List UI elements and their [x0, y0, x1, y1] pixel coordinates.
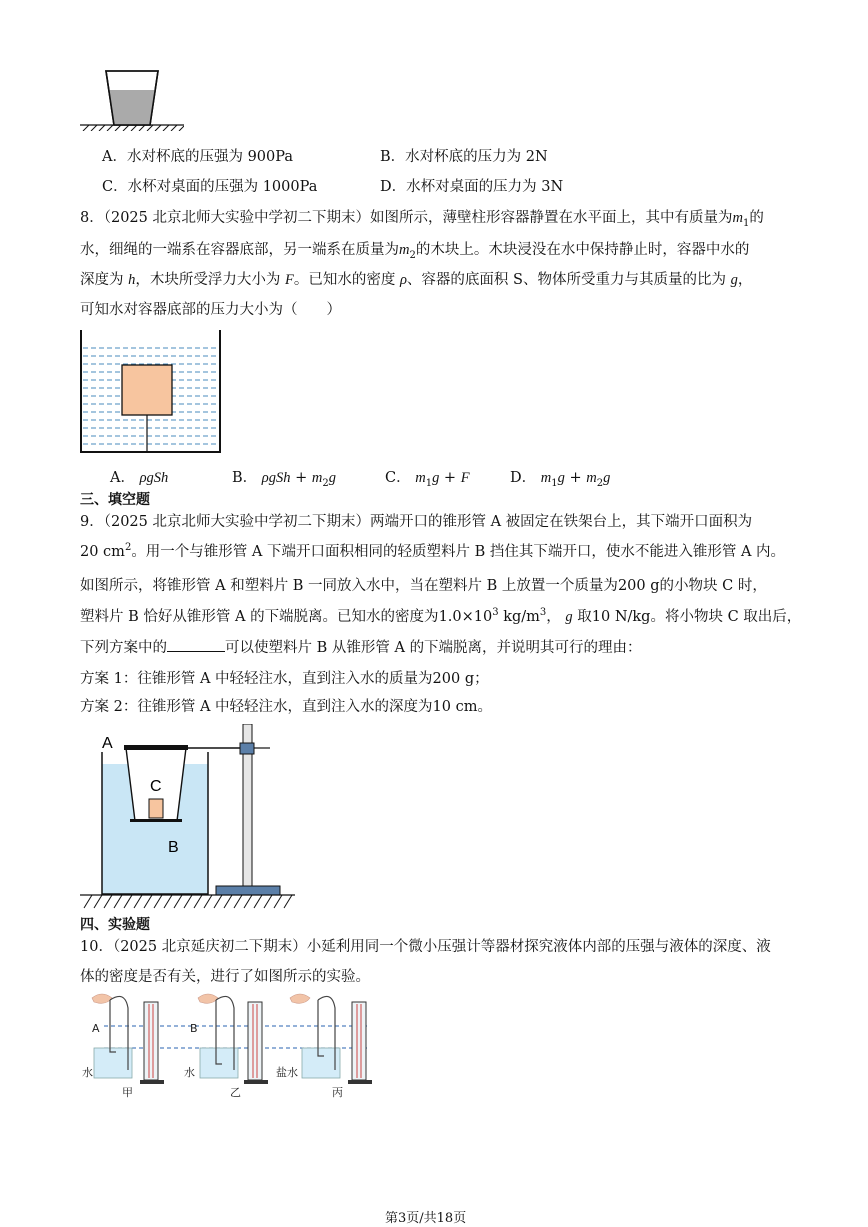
- q8-line2: 水，细绳的一端系在容器底部，另一端系在质量为$m_2$的木块上。木块浸没在水中保持静止时，容器中水的: [80, 242, 750, 261]
- q9-line5: 下列方案中的 可以使塑料片 B 从锥形管 A 的下端脱离，并说明其可行的理由：: [80, 640, 642, 656]
- pressure-gauge-experiment-figure: [80, 990, 380, 1100]
- caption-bing: 丙: [332, 1086, 343, 1099]
- answer-blank[interactable]: [167, 639, 225, 652]
- label-a: A: [92, 1022, 100, 1035]
- q10-line1: 10．（2025 北京延庆初二下期末）小延利用同一个微小压强计等器材探究液体内部的压强与液体的深度、液: [80, 939, 771, 955]
- q7-option-a: A．水对杯底的压强为 900Pa: [102, 149, 294, 165]
- q8-option-d: D． $m_1g + m_2g$: [510, 470, 611, 489]
- setup-jia: [92, 994, 164, 1084]
- caption-jia: 甲: [122, 1086, 133, 1099]
- label-water-2: 水: [184, 1066, 195, 1079]
- q8-line3: 深度为 h，木块所受浮力大小为 F。已知水的密度 ρ、容器的底面积 S、物体所受重力与其质量的比为 g，: [80, 272, 753, 288]
- q9-plan2: 方案 2：往锥形管 A 中轻轻注水，直到注入水的深度为10 cm。: [80, 699, 492, 715]
- page-footer: 第3页/共18页: [385, 1211, 467, 1226]
- section-heading-experiment: 四、实验题: [80, 917, 150, 933]
- label-b: B: [190, 1022, 198, 1035]
- q9-line2: 20 $cm^2$。用一个与锥形管 A 下端开口面积相同的轻质塑料片 B 挡住其下端开口，使水不能进入锥形管 A 内。: [80, 542, 786, 560]
- cone-tube-figure: [80, 724, 295, 912]
- setup-bing: [290, 994, 372, 1084]
- setup-yi: [198, 994, 268, 1084]
- q7-option-d: D．水杯对桌面的压力为 3N: [380, 179, 564, 195]
- q9-line4: 塑料片 B 恰好从锥形管 A 的下端脱离。已知水的密度为$1.0\times 10^3$ $kg/m^3$， g 取10 N/kg。将小物块 C 取出后，: [80, 607, 802, 625]
- cup-figure: [80, 65, 184, 131]
- container-block-figure: [80, 330, 222, 454]
- caption-yi: 乙: [230, 1086, 241, 1099]
- q9-line3: 如图所示，将锥形管 A 和塑料片 B 一同放入水中，当在塑料片 B 上放置一个质量为200 g的小物块 C 时，: [80, 578, 767, 594]
- q8-option-b: B． $\rho gSh + m_2g$: [232, 470, 336, 489]
- q9-plan1: 方案 1：往锥形管 A 中轻轻注水，直到注入水的质量为200 g；: [80, 671, 489, 687]
- label-salt-water: 盐水: [276, 1066, 298, 1079]
- q10-line2: 体的密度是否有关，进行了如图所示的实验。: [80, 969, 370, 985]
- label-c: C: [150, 778, 162, 795]
- q8-option-a: A． ρgSh: [110, 470, 169, 486]
- label-water-1: 水: [82, 1066, 93, 1079]
- q8-line4: 可知水对容器底部的压力大小为（ ）: [80, 302, 341, 318]
- q7-option-b: B．水对杯底的压力为 2N: [380, 149, 548, 165]
- q7-option-c: C．水杯对桌面的压强为 1000Pa: [102, 179, 318, 195]
- q8-line1: 8．（2025 北京北师大实验中学初二下期末）如图所示，薄壁柱形容器静置在水平面上，其中有质量为$m_1$的: [80, 210, 764, 229]
- label-b: B: [168, 839, 179, 856]
- q9-line1: 9．（2025 北京北师大实验中学初二下期末）两端开口的锥形管 A 被固定在铁架台上，其下端开口面积为: [80, 514, 753, 530]
- label-a: A: [102, 735, 113, 752]
- section-heading-fill-blank: 三、填空题: [80, 492, 150, 508]
- q8-option-c: C． $m_1g + F$: [385, 470, 470, 489]
